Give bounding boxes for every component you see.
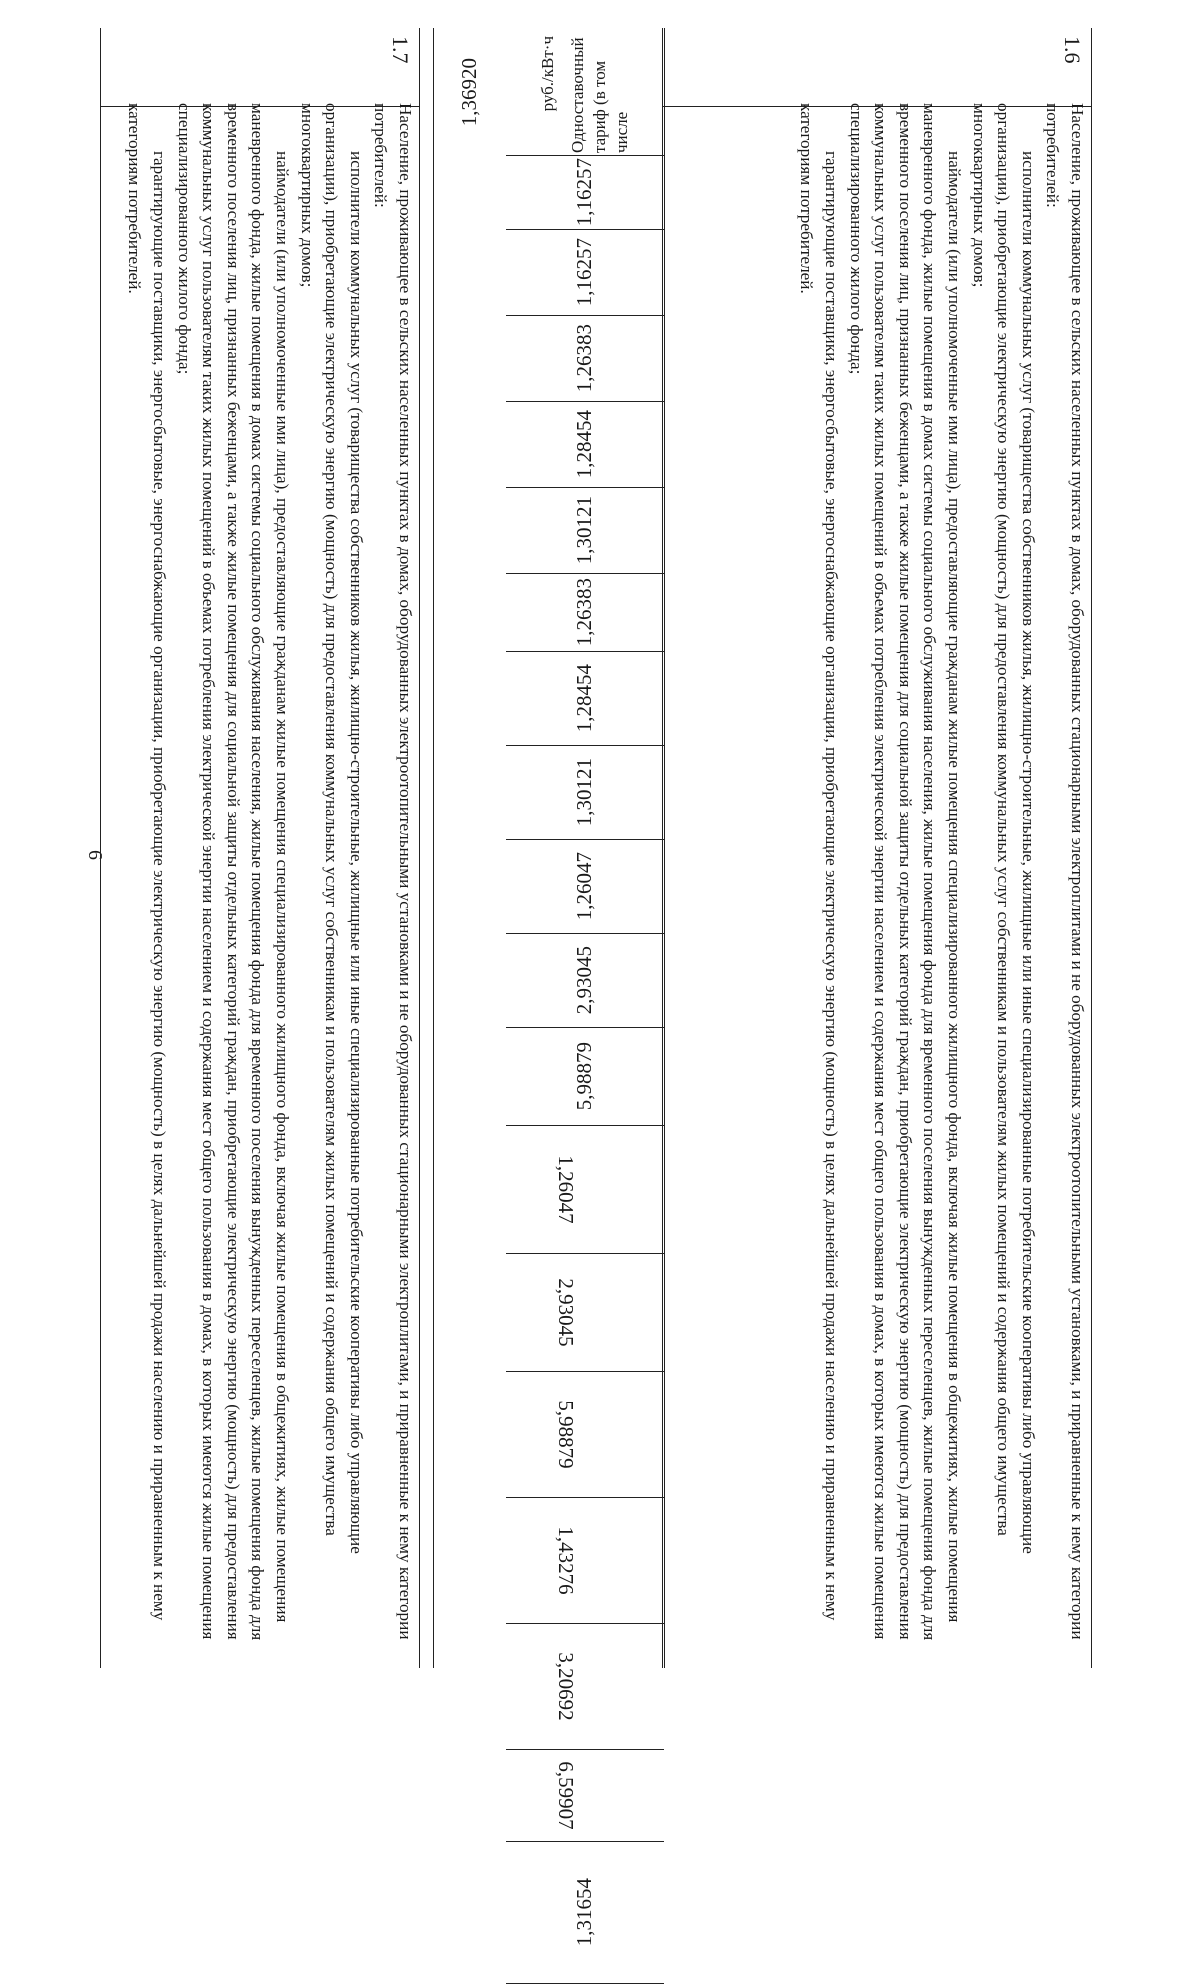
tariff-value-cell — [506, 1254, 664, 1372]
tariff-value-cell — [506, 840, 664, 934]
tariff-value: 1,43276 — [554, 1526, 578, 1595]
tariff-value: 1,16257 — [572, 238, 597, 307]
tariff-value: 1,28454 — [572, 664, 597, 733]
section-number: 1.7 — [101, 28, 419, 107]
section-paragraph: Население, проживающее в сельских населенных пунктах в домах, оборудованных электроотопительными установками и не оборудованных стационарными электроплитами, и приравненные к нему категории потребителей: — [371, 103, 415, 1640]
section-text — [122, 103, 417, 1656]
tariff-label: Одноставочный тариф (в том числе — [568, 37, 631, 153]
tariff-value: 1,26047 — [554, 1155, 578, 1224]
tariff-value: 1,30121 — [572, 758, 597, 827]
section-text — [794, 103, 1089, 1656]
tariff-value-cell — [506, 1498, 664, 1624]
section-paragraph: наймодатели (или уполномоченные ими лица), предоставляющие гражданам жилые помещения специализированного жилищного фонда, включая жилые помещения в общежитиях, жилые помещения маневренного фонда, жилые помещения в домах системы социального обслуживания населения, жилые помещения фонда для временного поселения вынужденных переселенцев, жилые помещения фонда для временного поселения лиц, признанных беженцами, а также жилые помещения для социальной защиты отдельных категорий граждан, приобретающие электрическую энергию (мощность) для предоставления коммунальных услуг пользователям таких жилых помещений в объемах потребления электрической энергии населением и содержания мест общего пользования в домах, в которых имеются жилые помещения специализированного жилого фонда; — [846, 103, 965, 1641]
tariff-value-cell — [506, 316, 664, 402]
section-paragraph: наймодатели (или уполномоченные ими лица), предоставляющие гражданам жилые помещения специализированного жилищного фонда, включая жилые помещения в общежитиях, жилые помещения маневренного фонда, жилые помещения в домах системы социального обслуживания населения, жилые помещения фонда для временного поселения вынужденных переселенцев, жилые помещения фонда для временного поселения лиц, признанных беженцами, а также жилые помещения для социальной защиты отдельных категорий граждан, приобретающие электрическую энергию (мощность) для предоставления коммунальных услуг пользователям таких жилых помещений в объемах потребления электрической энергии населением и содержания мест общего пользования в домах, в которых имеются жилые помещения специализированного жилого фонда; — [174, 103, 293, 1641]
section-1-6 — [662, 28, 1092, 1668]
tariff-value-cell — [506, 230, 664, 316]
tariff-value: 1,28454 — [572, 410, 597, 479]
rotated-table-sheet — [100, 28, 1100, 1947]
page-number: 6 — [84, 850, 106, 860]
tariff-value: 1,26047 — [572, 852, 597, 921]
tariff-value-cell — [506, 1372, 664, 1498]
tariff-value-cell — [506, 1028, 664, 1126]
section-paragraph: гарантирующие поставщики, энергосбытовые, энергоснабжающие организации, приобретающие электрическую энергию (мощность) в целях дальнейшей продажи населению и приравненным к нему категориям потребителей. — [125, 103, 170, 1621]
tariff-value: 1,30121 — [572, 496, 597, 565]
tariff-value: 1,36920 — [457, 57, 482, 127]
section-paragraph: исполнители коммунальных услуг (товарищества собственников жилья, жилищно-строительные, жилищные или иные специализированные потребительские кооперативы либо управляющие организации), приобретающие электрическую энергию (мощность) для предоставления коммунальных услуг собственникам и пользователям жилых помещений и содержания общего имущества многоквартирных домов; — [297, 103, 366, 1554]
section-paragraph: исполнители коммунальных услуг (товарищества собственников жилья, жилищно-строительные, жилищные или иные специализированные потребительские кооперативы либо управляющие организации), приобретающие электрическую энергию (мощность) для предоставления коммунальных услуг собственникам и пользователям жилых помещений и содержания общего имущества многоквартирных домов; — [969, 103, 1038, 1554]
tariff-value: 3,20692 — [554, 1652, 578, 1721]
tariff-value: 1,26383 — [572, 578, 597, 647]
tariff-value: 1,26383 — [572, 324, 597, 393]
tariff-label-cell — [506, 28, 664, 156]
tariff-value-cell — [506, 934, 664, 1028]
section-number: 1.6 — [663, 28, 1091, 107]
tariff-value-cell — [506, 402, 664, 488]
tariff-value-cell — [506, 1126, 664, 1254]
tariff-value: 5,98879 — [554, 1400, 578, 1469]
tariff-value-cell — [506, 1842, 664, 1984]
tariff-value: 2,93045 — [572, 946, 597, 1015]
tariff-value-cell — [506, 1750, 664, 1842]
tariff-value-cell — [506, 574, 664, 652]
tariff-value-cell — [506, 488, 664, 574]
tariff-value-cell — [506, 156, 664, 230]
tariff-value: 1,31654 — [572, 1878, 597, 1947]
tariff-value-cell — [506, 746, 664, 840]
tariff-value: 1,16257 — [572, 158, 597, 227]
tariff-value-cell — [434, 28, 506, 156]
tariff-value: 5,98879 — [572, 1042, 597, 1111]
section-paragraph: Население, проживающее в сельских населенных пунктах в домах, оборудованных стационарными электроплитами и не оборудованных электроотопительными установками, и приравненные к нему категории потребителей: — [1043, 103, 1087, 1640]
tariff-value-cell — [506, 1624, 664, 1750]
tariff-value: 2,93045 — [554, 1278, 578, 1347]
tariff-value: 6,59907 — [554, 1761, 578, 1830]
tariff-unit: руб./кВт·ч — [538, 36, 557, 112]
tariff-row — [433, 28, 665, 1947]
tariff-value-cell — [506, 652, 664, 746]
section-paragraph: гарантирующие поставщики, энергосбытовые, энергоснабжающие организации, приобретающие электрическую энергию (мощность) в целях дальнейшей продажи населению и приравненным к нему категориям потребителей. — [797, 103, 842, 1621]
section-1-7 — [100, 28, 420, 1668]
